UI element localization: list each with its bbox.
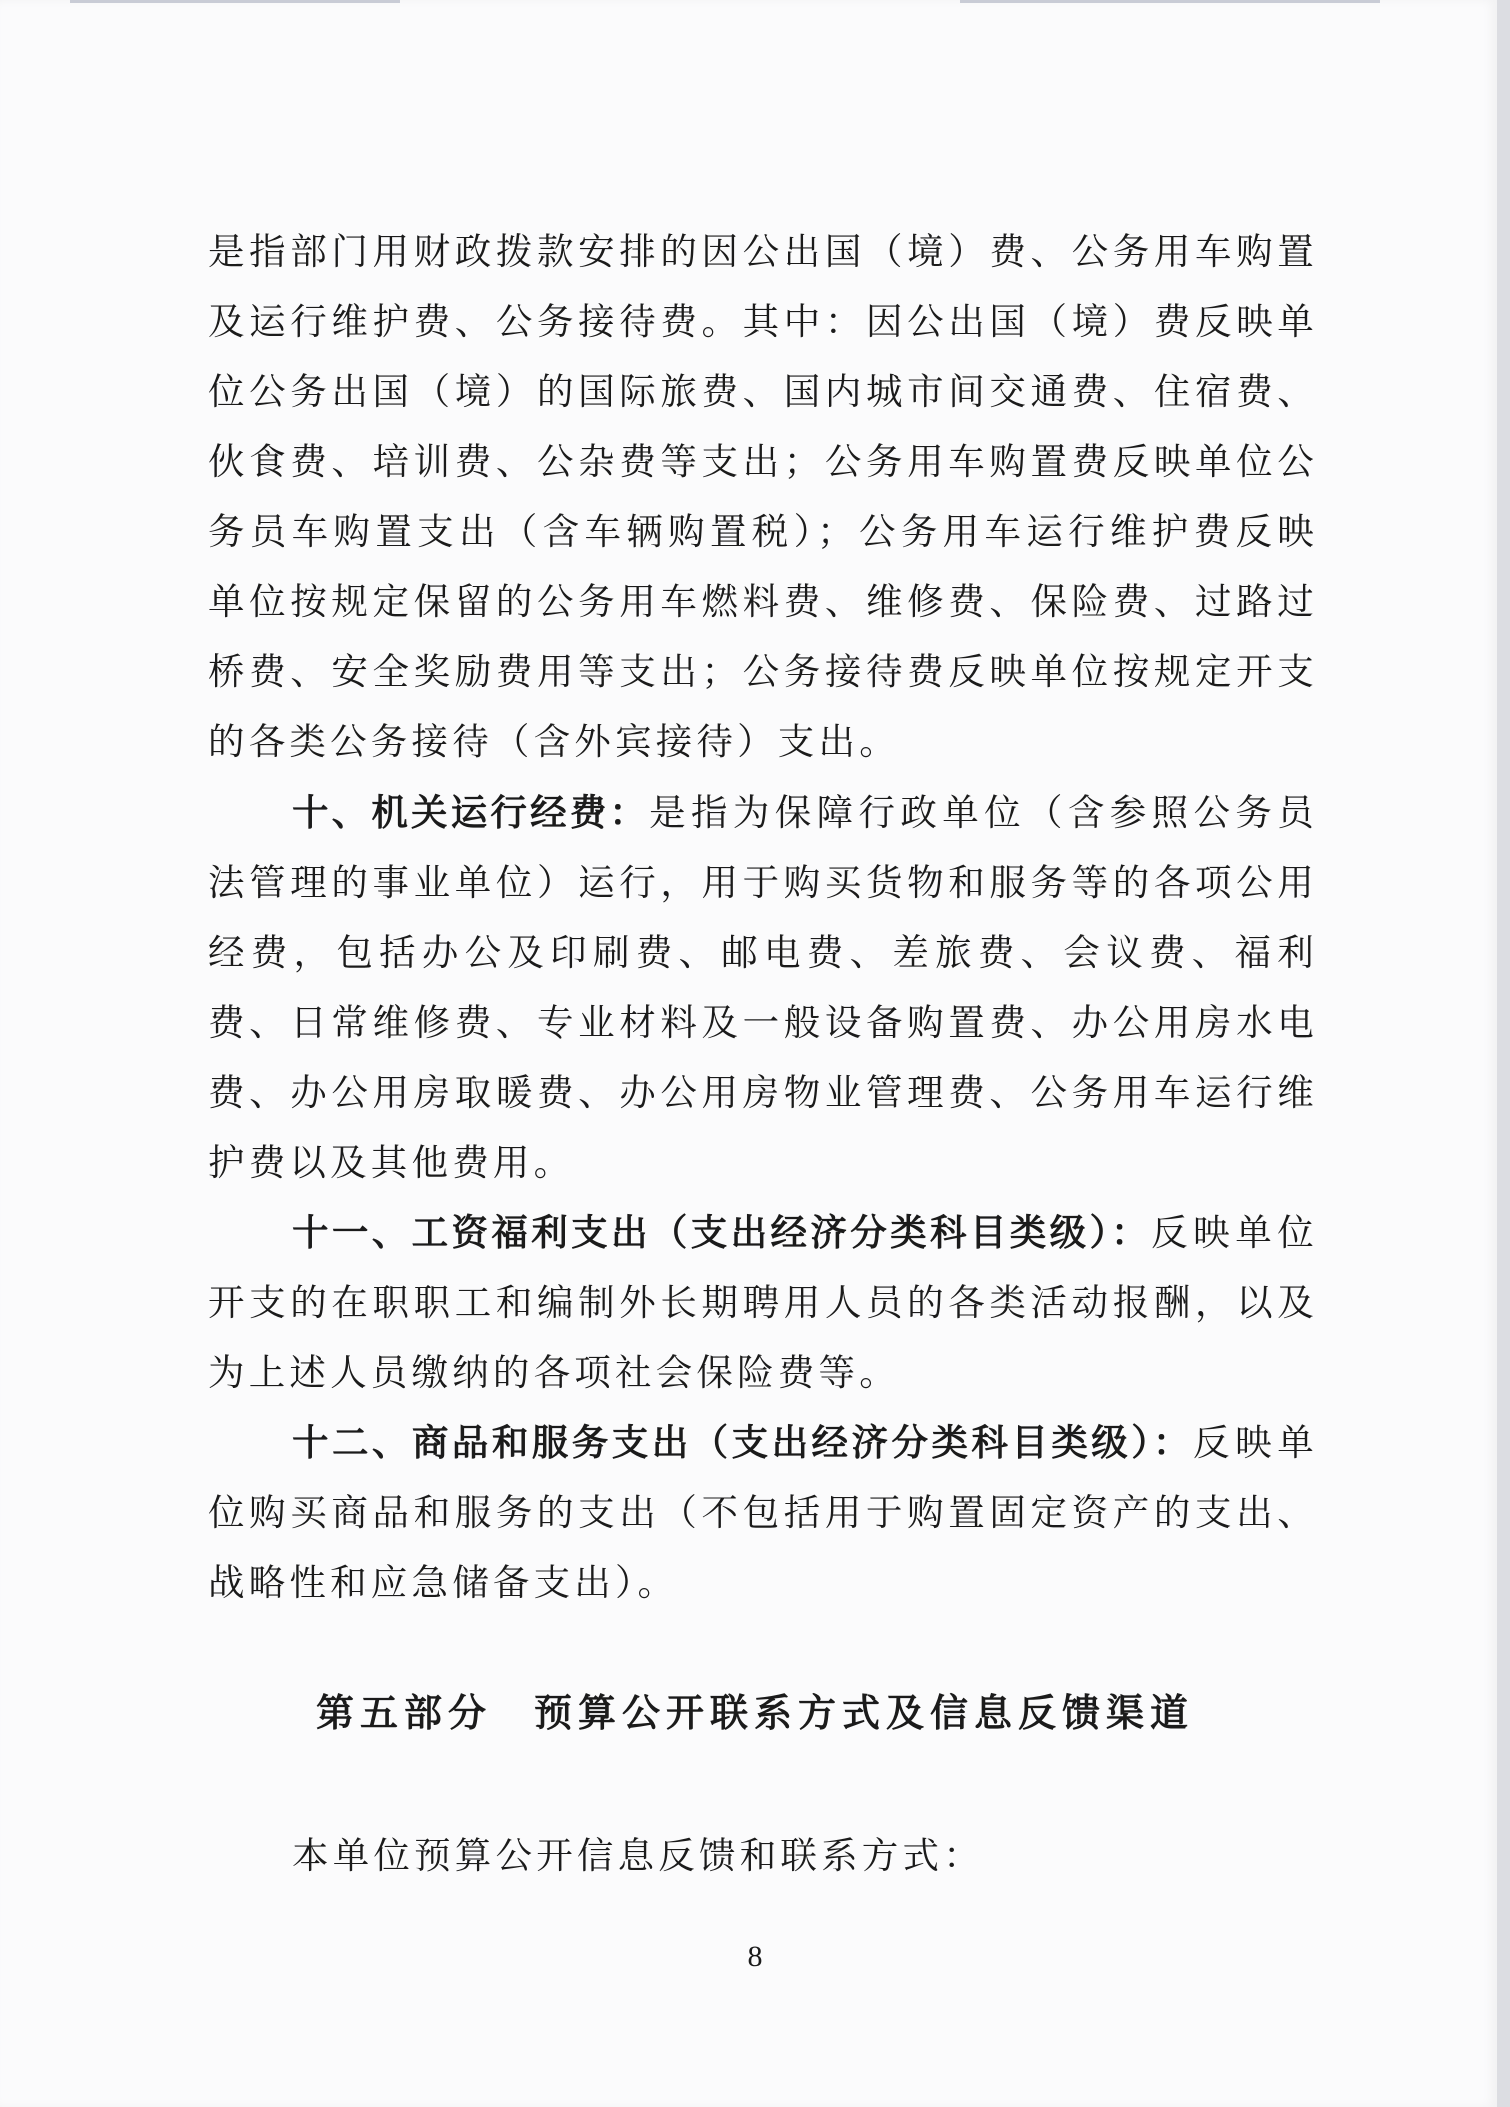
- paragraph-public-funds: [208, 217, 1318, 777]
- scan-edge: [1497, 0, 1510, 2107]
- section-part-label: 第五部分: [315, 1691, 492, 1735]
- paragraph-text: 反映单位购买商品和服务的支出（不包括用于购置固定资产的支出、战略性和应急储备支出）。: [208, 1421, 1319, 1604]
- paragraph-text: 反映单位开支的在职职工和编制外长期聘用人员的各类活动报酬，以及为上述人员缴纳的各项社会保险费等。: [208, 1211, 1318, 1394]
- contact-intro: 本单位预算公开信息反馈和联系方式：: [292, 1834, 984, 1877]
- paragraph-text: 是指为保障行政单位（含参照公务员法管理的事业单位）运行，用于购买货物和服务等的各项公用经费，包括办公及印刷费、邮电费、差旅费、会议费、福利费、日常维修费、专业材料及一般设备购置费、办公用房水电费、办公用房取暖费、办公用房物业管理费、公务用车运行维护费以及其他费用。: [208, 791, 1319, 1184]
- scan-artifact: [960, 0, 1380, 3]
- paragraph-wage-benefits: [208, 1198, 1318, 1408]
- term-heading: 十二、商品和服务支出（支出经济分类科目类级）：: [292, 1421, 1193, 1464]
- term-heading: 十、机关运行经费：: [292, 791, 650, 834]
- paragraph-operating-expenses: [208, 778, 1318, 1198]
- scan-artifact: [70, 0, 400, 3]
- paragraph-text: 是指部门用财政拨款安排的因公出国（境）费、公务用车购置及运行维护费、公务接待费。其中：因公出国（境）费反映单位公务出国（境）的国际旅费、国内城市间交通费、住宿费、伙食费、培训费、公杂费等支出；公务用车购置费反映单位公务员车购置支出（含车辆购置税）；公务用车运行维护费反映单位按规定保留的公务用车燃料费、维修费、保险费、过路过桥费、安全奖励费用等支出；公务接待费反映单位按规定开支的各类公务接待（含外宾接待）支出。: [208, 230, 1318, 763]
- page-number: 8: [747, 1940, 763, 1973]
- section-title: 预算公开联系方式及信息反馈渠道: [534, 1691, 1195, 1735]
- paragraph-goods-services: [208, 1408, 1318, 1618]
- section-heading: [0, 1683, 1510, 1743]
- term-heading: 十一、工资福利支出（支出经济分类科目类级）：: [292, 1211, 1152, 1254]
